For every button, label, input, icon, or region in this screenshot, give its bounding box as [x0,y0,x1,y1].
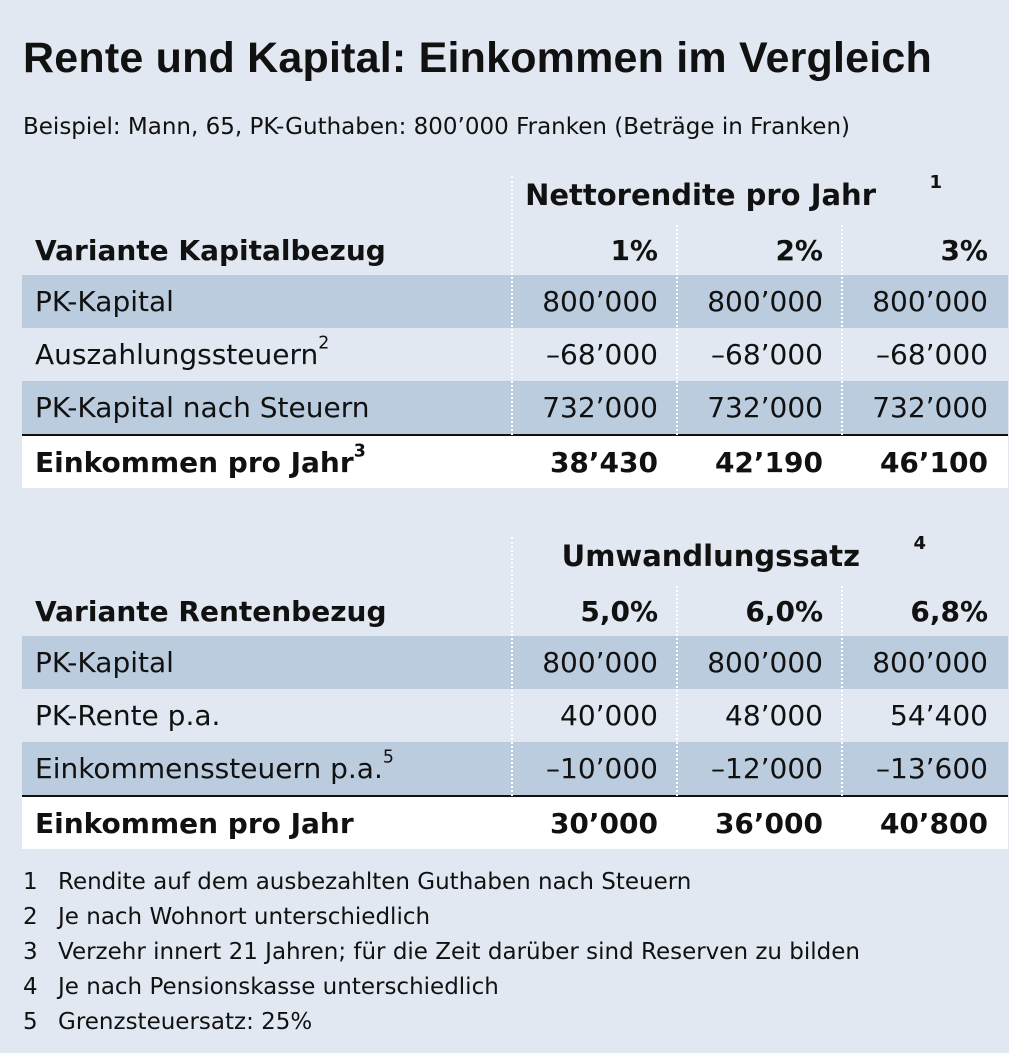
column-header: 6,0% [745,594,823,628]
footnote: 1 Rendite auf dem ausbezahlten Guthaben nach Steuern [23,869,692,895]
cell-value: 800’000 [707,646,823,679]
row-label: Auszahlungssteuern$^2$ [35,333,330,371]
column-divider [676,586,678,848]
column-divider [841,225,843,487]
column-header-row [22,225,1008,275]
footnotes [23,869,860,1044]
column-header: 6,8% [910,594,988,628]
column-header: 5,0% [580,594,658,628]
row-label: Einkommen pro Jahr$^3$ [35,440,366,479]
table-row [22,742,1008,795]
row-label: PK-Kapital [35,646,174,679]
cell-value: 800’000 [707,285,823,318]
total-value: 46’100 [879,445,988,479]
variant-label: Variante Kapitalbezug [35,233,386,267]
table-row [22,381,1008,434]
column-header: 2% [775,233,823,267]
row-label: Einkommen pro Jahr [35,806,354,840]
footnote-ref: 4 [913,532,926,554]
footnote-ref: 5 [382,747,394,768]
footnote: 2 Je nach Wohnort unterschiedlich [23,904,431,930]
column-header: 3% [940,233,988,267]
cell-value: 732’000 [707,391,823,424]
footnote: 3 Verzehr innert 21 Jahren; für die Zeit darüber sind Reserven zu bilden [23,939,861,965]
cell-value: 40’000 [560,699,658,732]
total-value: 42’190 [714,445,823,479]
page-title: Rente und Kapital: Einkommen im Vergleich [23,34,932,82]
cell-value: 800’000 [542,646,658,679]
total-row [22,434,1008,488]
column-divider [511,176,513,487]
cell-value: –13’600 [876,752,988,785]
footnote-ref: 3 [353,440,366,461]
row-label: PK-Kapital [35,285,174,318]
table-rentenbezug [22,532,1008,849]
cell-value: 732’000 [542,391,658,424]
total-value: 40’800 [879,806,988,840]
column-divider [841,586,843,848]
column-header: 1% [610,233,658,267]
footnote: 4 Je nach Pensionskasse unterschiedlich [23,974,499,1000]
table-row [22,328,1008,381]
group-header [512,171,1008,225]
page-subtitle: Beispiel: Mann, 65, PK-Guthaben: 800’000 Franken (Beträge in Franken) [23,114,850,140]
column-divider [511,537,513,848]
variant-label: Variante Rentenbezug [35,594,387,628]
footnote-ref: 1 [929,171,942,193]
row-label: Einkommenssteuern p.a.$^5$ [35,747,394,785]
cell-value: –12’000 [711,752,823,785]
footnote-ref: 2 [318,333,330,354]
cell-value: 800’000 [872,646,988,679]
cell-value: 800’000 [872,285,988,318]
table-kapitalbezug [22,171,1008,488]
row-label: PK-Rente p.a. [35,699,221,732]
total-value: 38’430 [549,445,658,479]
footnote: 5 Grenzsteuersatz: 25% [23,1009,313,1035]
cell-value: –68’000 [876,338,988,371]
table-row [22,689,1008,742]
table-row [22,275,1008,328]
table-row [22,636,1008,689]
cell-value: –10’000 [546,752,658,785]
column-divider [676,225,678,487]
group-header [512,532,1008,586]
cell-value: 732’000 [872,391,988,424]
row-label: PK-Kapital nach Steuern [35,391,370,424]
group-header-label: Nettorendite pro Jahr [525,178,876,212]
cell-value: 800’000 [542,285,658,318]
column-header-row [22,586,1008,636]
total-value: 36’000 [714,806,823,840]
total-row [22,795,1008,849]
cell-value: –68’000 [711,338,823,371]
total-value: 30’000 [549,806,658,840]
cell-value: 48’000 [725,699,823,732]
cell-value: –68’000 [546,338,658,371]
group-header-label: Umwandlungssatz [561,539,860,573]
cell-value: 54’400 [890,699,988,732]
